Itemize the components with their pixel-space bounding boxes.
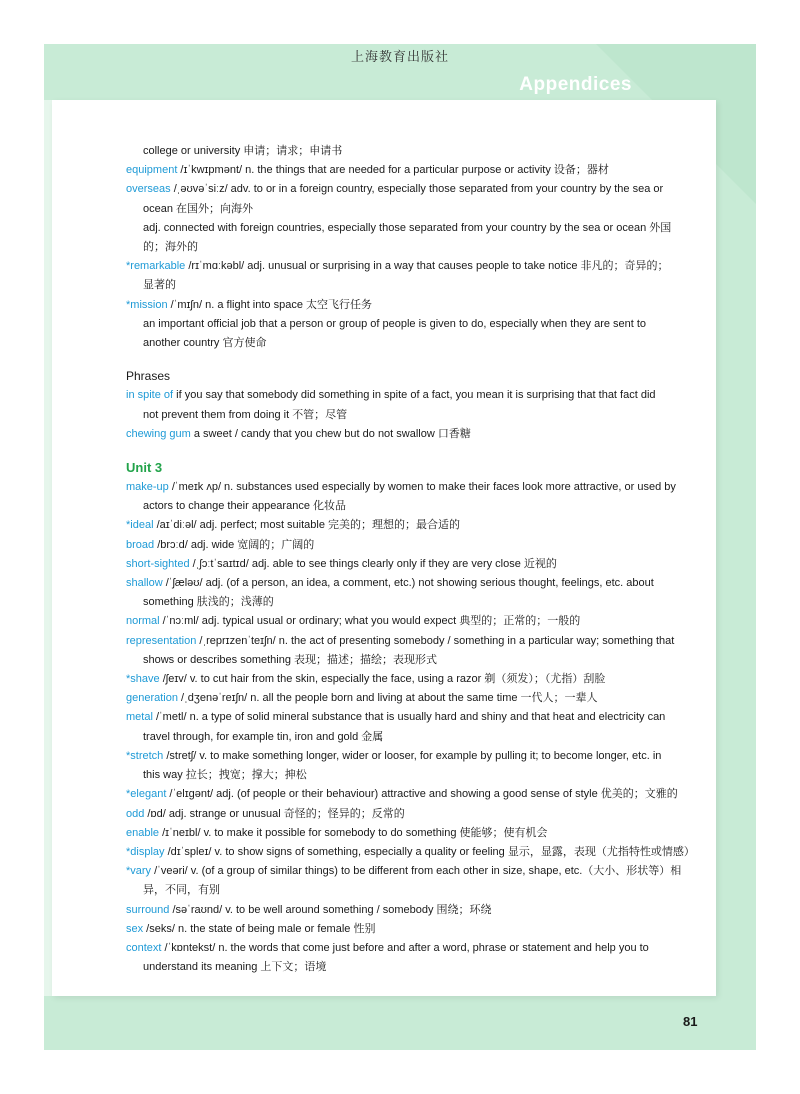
phrases-heading: Phrases [126, 369, 171, 384]
page-number: 81 [683, 1014, 698, 1029]
definition-text: /ˌreprɪzenˈteɪʃn/ n. the act of presenting somebody / something in a particular way; something that [196, 634, 675, 647]
section-title: Appendices [519, 74, 632, 95]
definition-text: /ˈelɪgənt/ adj. (of people or their behaviour) attractive and showing a good sense of style 优美的；文雅的 [166, 788, 678, 801]
glossary-line [126, 766, 692, 785]
headword: in spite of [126, 389, 174, 402]
definition-text: /ɪˈneɪbl/ v. to make it possible for somebody to do something 使能够；使有机会 [159, 826, 548, 839]
headword: *remarkable [126, 260, 186, 273]
headword: metal [126, 711, 153, 724]
glossary-line [126, 142, 692, 161]
definition-text: /dɪˈspleɪ/ v. to show signs of something, especially a quality or feeling 显示，显露，表现（尤指特性或情感） [164, 845, 695, 858]
glossary-line [126, 689, 692, 708]
headword: broad [126, 538, 155, 551]
glossary-line [126, 747, 692, 766]
headword: enable [126, 826, 160, 839]
glossary-line [126, 200, 692, 219]
glossary-line [126, 843, 695, 862]
glossary-block-top [126, 142, 692, 353]
headword: make-up [126, 481, 169, 494]
glossary-line [126, 708, 692, 727]
glossary-line [126, 612, 692, 631]
glossary-line [126, 276, 692, 295]
definition-text: /aɪˈdiːəl/ adj. perfect; most suitable 完美的；理想的；最合适的 [153, 519, 461, 532]
glossary-line [126, 593, 692, 612]
unit-heading: Unit 3 [126, 460, 163, 476]
definition-text: /ˌʃɔːtˈsaɪtɪd/ adj. able to see things clearly only if they are very close 近视的 [189, 557, 557, 570]
glossary-line [126, 161, 692, 180]
glossary-line [126, 901, 692, 920]
glossary-content [126, 142, 695, 977]
publisher-name: 上海教育出版社 [350, 50, 449, 65]
definition-text: travel through, for example tin, iron and gold 金属 [143, 730, 384, 743]
glossary-line [126, 958, 692, 977]
glossary-line [126, 315, 692, 334]
definition-text: /ɪˈkwɪpmənt/ n. the things that are needed for a particular purpose or activity 设备；器材 [177, 164, 609, 177]
definition-text: shows or describes something 表现；描述；描绘；表现形式 [143, 653, 438, 666]
headword: odd [126, 807, 145, 820]
definition-text: /ˈmeɪk ʌp/ n. substances used especially by women to make their faces look more attractive, or used by [168, 481, 676, 494]
definition-text: /ˈʃæləʊ/ adj. (of a person, an idea, a comment, etc.) not showing serious thought, feelings, etc. about [162, 577, 654, 590]
glossary-line [126, 728, 692, 747]
definition-text: 的；海外的 [143, 241, 198, 254]
definition-text: /ɒd/ adj. strange or unusual 奇怪的；怪异的；反常的 [144, 807, 405, 820]
glossary-line [126, 478, 692, 497]
definition-text: something 肤浅的；浅薄的 [143, 596, 274, 609]
glossary-line [126, 257, 692, 276]
headword: overseas [126, 183, 171, 196]
definition-text: a sweet / candy that you chew but do not swallow 口香糖 [190, 427, 471, 440]
definition-text: another country 官方使命 [143, 337, 267, 350]
definition-text: adj. connected with foreign countries, especially those separated from your country by the sea or ocean 外国 [143, 221, 672, 234]
definition-text: /brɔːd/ adj. wide 宽阔的；广阔的 [154, 538, 315, 551]
definition-text: /səˈraʊnd/ v. to be well around something / somebody 围绕；环绕 [169, 903, 492, 916]
headword: *display [126, 845, 165, 858]
headword: *vary [126, 865, 152, 878]
glossary-line [126, 881, 692, 900]
glossary-line [126, 862, 692, 881]
glossary-line [126, 824, 692, 843]
definition-text: /ˈkɒntekst/ n. the words that come just before and after a word, phrase or statement and help you to [161, 941, 649, 954]
phrases-block [126, 386, 692, 444]
definition-text: if you say that somebody did something in spite of a fact, you mean it is surprising that that fact did [173, 389, 656, 402]
glossary-line [126, 180, 692, 199]
headword: sex [126, 922, 144, 935]
glossary-line [126, 555, 692, 574]
left-margin-strip [44, 100, 52, 996]
headword: *ideal [126, 519, 154, 532]
definition-text: /seks/ n. the state of being male or female 性别 [143, 922, 376, 935]
glossary-line [126, 386, 692, 405]
headword: chewing gum [126, 427, 191, 440]
definition-text: an important official job that a person or group of people is given to do, especially when they are sent to [143, 317, 647, 330]
definition-text: 异，不同，有别 [143, 884, 220, 897]
headword: *mission [126, 298, 168, 311]
headword: short-sighted [126, 557, 190, 570]
glossary-line [126, 219, 692, 238]
definition-text: college or university 申请；请求；申请书 [143, 145, 343, 157]
definition-text: not prevent them from doing it 不管；尽管 [143, 408, 348, 421]
headword: representation [126, 634, 197, 647]
glossary-line [126, 334, 692, 353]
unit-block [126, 478, 695, 977]
definition-text: actors to change their appearance 化妆品 [143, 500, 347, 513]
definition-text: /rɪˈmɑːkəbl/ adj. unusual or surprising in a way that causes people to take notice 非凡的；奇异的； [185, 260, 669, 273]
definition-text: /ˈmɪʃn/ n. a flight into space 太空飞行任务 [167, 298, 373, 311]
definition-text: /ʃeɪv/ v. to cut hair from the skin, especially the face, using a razor 剃（须发）；（尤指）刮脸 [159, 673, 606, 686]
definition-text: /ˈnɔːml/ adj. typical usual or ordinary; what you would expect 典型的；正常的；一般的 [159, 615, 581, 628]
definition-text: /ˈmetl/ n. a type of solid mineral substance that is usually hard and shiny and that heat and electricity can [152, 711, 666, 724]
glossary-line [126, 536, 692, 555]
glossary-line [126, 574, 692, 593]
definition-text: ocean 在国外；向海外 [143, 202, 254, 215]
headword: *shave [126, 673, 160, 686]
glossary-line [126, 406, 692, 425]
glossary-line [126, 920, 692, 939]
definition-text: this way 拉长；拽宽；撑大；抻松 [143, 769, 307, 782]
definition-text: /stretʃ/ v. to make something longer, wider or looser, for example by pulling it; to become longer, etc. in [163, 749, 662, 762]
definition-text: /ˌdʒenəˈreɪʃn/ n. all the people born and living at about the same time 一代人；一辈人 [178, 692, 598, 705]
glossary-line [126, 296, 692, 315]
headword: equipment [126, 164, 178, 177]
headword: shallow [126, 577, 163, 590]
definition-text: /ˈveəri/ v. (of a group of similar things) to be different from each other in size, shape, etc.（大小、形状等）相 [151, 865, 682, 878]
headword: generation [126, 692, 178, 705]
definition-text: 显著的 [143, 279, 176, 292]
headword: context [126, 941, 162, 954]
headword: normal [126, 615, 160, 628]
glossary-line [126, 670, 692, 689]
glossary-line [126, 238, 692, 257]
definition-text: understand its meaning 上下文；语境 [143, 961, 327, 974]
glossary-line [126, 497, 692, 516]
definition-text: /ˌəʊvəˈsiːz/ adv. to or in a foreign country, especially those separated from your country by the sea or [170, 183, 664, 196]
glossary-line [126, 516, 692, 535]
glossary-line [126, 805, 692, 824]
headword: *stretch [126, 749, 164, 762]
right-margin-band [716, 100, 756, 1000]
glossary-line [126, 939, 692, 958]
glossary-line [126, 651, 692, 670]
glossary-line [126, 425, 692, 444]
footer-band [44, 996, 756, 1050]
headword: *elegant [126, 788, 167, 801]
glossary-line [126, 632, 692, 651]
headword: surround [126, 903, 170, 916]
glossary-line [126, 785, 692, 804]
